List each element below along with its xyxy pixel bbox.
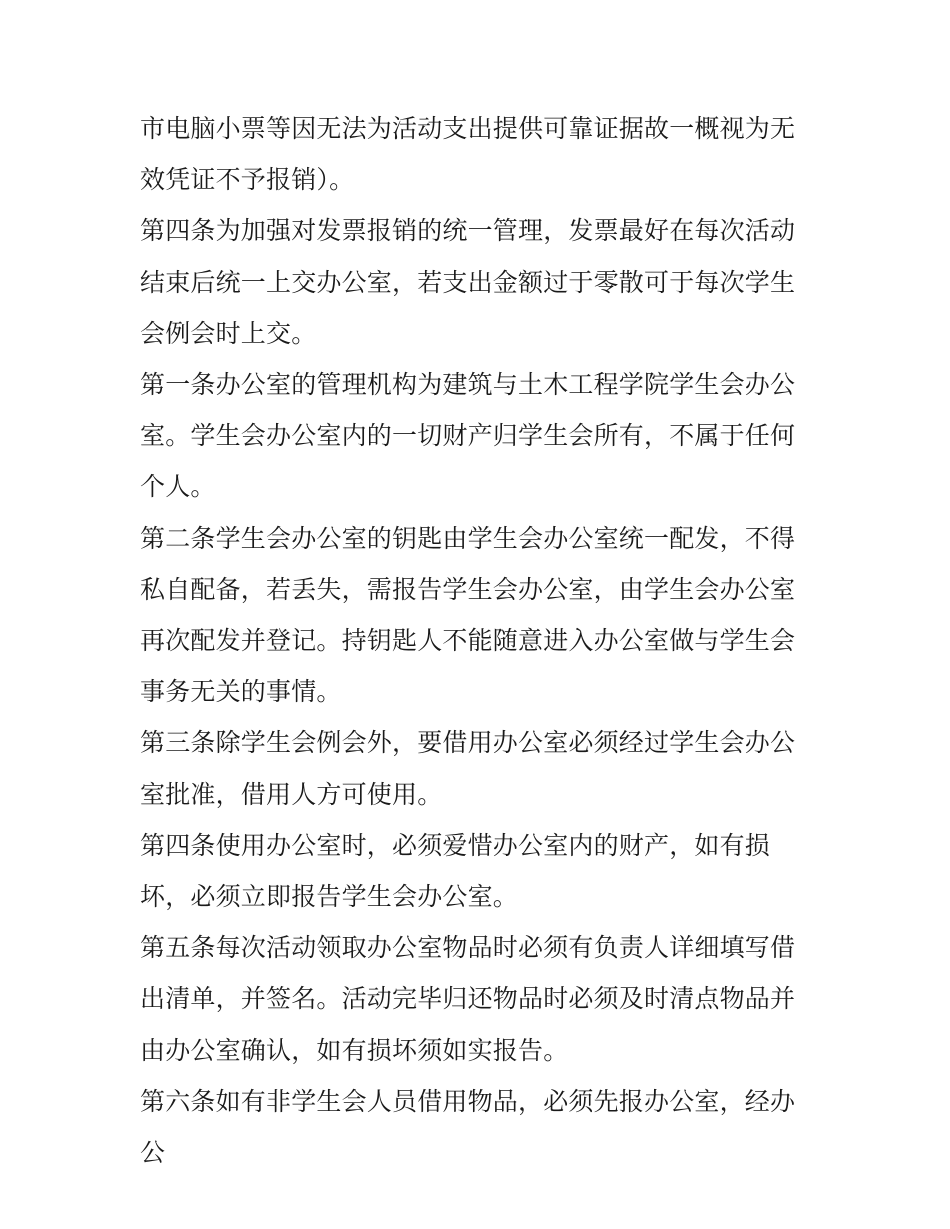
paragraph-article-6-external: 第六条如有非学生会人员借用物品，必须先报办公室，经办公 <box>140 1086 796 1168</box>
paragraph-article-4-property: 第四条使用办公室时，必须爱惜办公室内的财产，如有损坏，必须立即报告学生会办公室。 <box>140 830 771 912</box>
paragraph-article-5-items: 第五条每次活动领取办公室物品时必须有负责人详细填写借出清单，并签名。活动完毕归还物品时必须及时清点物品并由办公室确认，如有损坏须如实报告。 <box>140 933 796 1065</box>
paragraph-article-4-invoice: 第四条为加强对发票报销的统一管理，发票最好在每次活动结束后统一上交办公室，若支出金额过于零散可于每次学生会例会时上交。 <box>140 216 796 348</box>
paragraph-article-1-office: 第一条办公室的管理机构为建筑与土木工程学院学生会办公室。学生会办公室内的一切财产归学生会所有，不属于任何个人。 <box>140 370 796 502</box>
paragraph-receipt-note: 市电脑小票等因无法为活动支出提供可靠证据故一概视为无效凭证不予报销）。 <box>140 114 796 195</box>
paragraph-article-3-borrowing: 第三条除学生会例会外，要借用办公室必须经过学生会办公室批准，借用人方可使用。 <box>140 728 796 809</box>
paragraph-article-2-keys: 第二条学生会办公室的钥匙由学生会办公室统一配发，不得私自配备，若丢失，需报告学生会办公室，由学生会办公室再次配发并登记。持钥匙人不能随意进入办公室做与学生会事务无关的事情。 <box>140 523 796 707</box>
document-body <box>140 103 820 1178</box>
